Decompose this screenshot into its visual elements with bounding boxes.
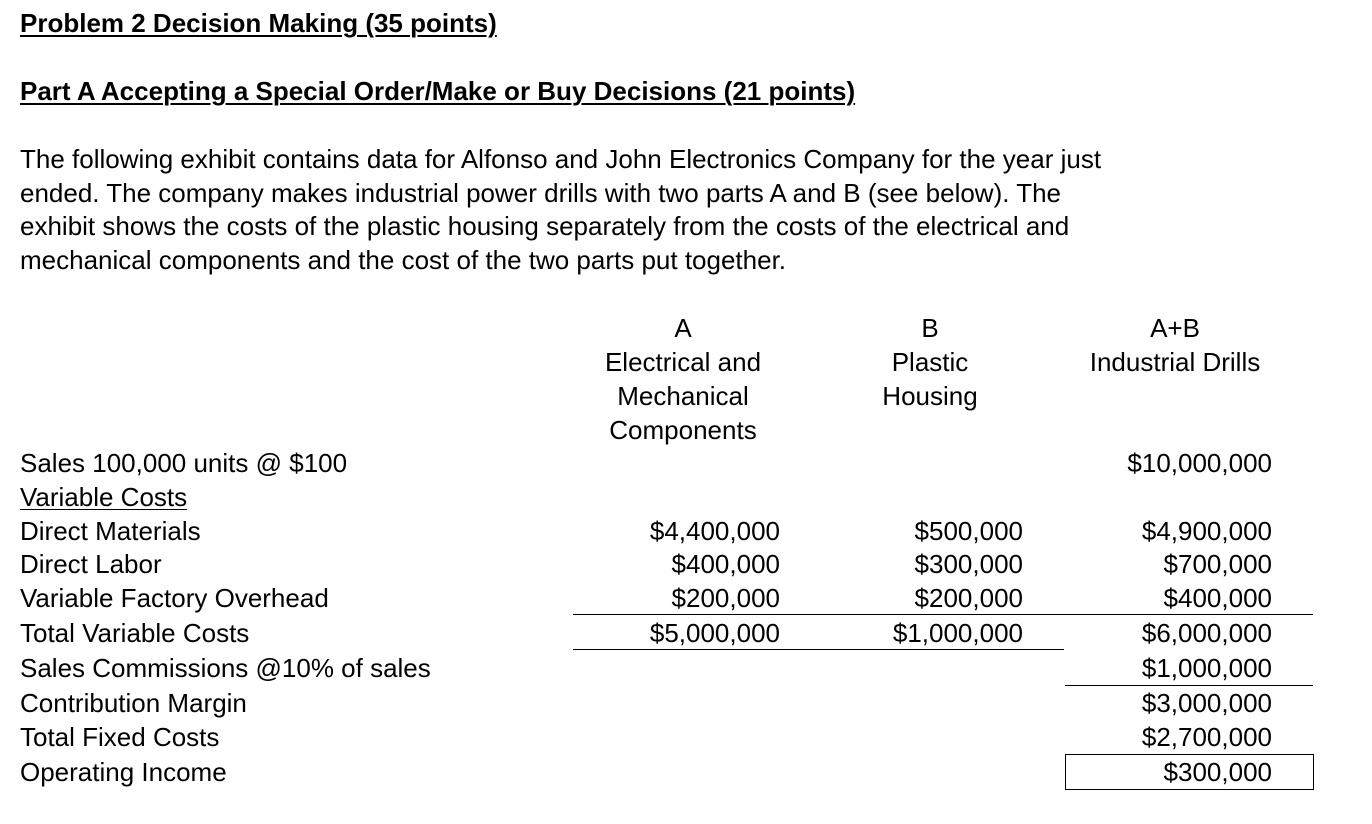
cell-ab-total-fixed-costs: $2,700,000 (1141, 722, 1272, 752)
total-rule-ab-columns (573, 649, 1064, 650)
cell-a-variable-overhead: $200,000 (671, 583, 780, 613)
cell-ab-sales: $10,000,000 (1127, 448, 1272, 478)
cell-ab-contribution-margin: $3,000,000 (1141, 688, 1272, 718)
intro-line: mechanical components and the cost of the two parts put together. (20, 244, 787, 275)
row-label-total-variable-costs: Total Variable Costs (20, 618, 250, 648)
commission-rule (1065, 685, 1313, 686)
column-header-b (820, 311, 1040, 413)
column-a-desc-line: Mechanical (617, 381, 749, 411)
subtotal-rule (573, 614, 1313, 615)
column-b-desc-line: Housing (882, 381, 978, 411)
column-a-desc-line: Components (609, 415, 757, 445)
row-label-direct-materials: Direct Materials (20, 516, 201, 546)
row-label-operating-income: Operating Income (20, 757, 227, 787)
column-header-ab (1060, 311, 1290, 379)
cell-b-direct-labor: $300,000 (914, 549, 1023, 579)
cell-b-variable-overhead: $200,000 (914, 583, 1023, 613)
row-label-direct-labor: Direct Labor (20, 549, 162, 579)
column-header-a (573, 311, 793, 447)
cell-ab-total-variable-costs: $6,000,000 (1141, 618, 1272, 648)
row-label-total-fixed-costs: Total Fixed Costs (20, 722, 220, 752)
operating-income-box (1065, 754, 1314, 790)
intro-paragraph (20, 143, 1101, 277)
part-a-heading: Part A Accepting a Special Order/Make or Buy Decisions (21 points) (20, 76, 856, 106)
problem-title: Problem 2 Decision Making (35 points) (20, 8, 497, 38)
column-a-desc-line: Electrical and (604, 347, 762, 377)
intro-line: ended. The company makes industrial power drills with two parts A and B (see below). The (20, 177, 1062, 208)
cell-b-direct-materials: $500,000 (914, 516, 1023, 546)
column-a-label: A (674, 313, 692, 343)
column-b-label: B (921, 313, 939, 343)
intro-line: exhibit shows the costs of the plastic housing separately from the costs of the electrical and (20, 211, 1070, 242)
cell-ab-sales-commissions: $1,000,000 (1141, 653, 1272, 683)
intro-line: The following exhibit contains data for Alfonso and John Electronics Company for the year just (20, 144, 1102, 174)
cell-ab-direct-labor: $700,000 (1163, 549, 1272, 579)
cell-ab-direct-materials: $4,900,000 (1141, 516, 1272, 546)
row-label-sales-commissions: Sales Commissions @10% of sales (20, 653, 431, 683)
column-ab-label: A+B (1150, 313, 1200, 343)
cell-ab-operating-income: $300,000 (1163, 757, 1272, 787)
cell-a-total-variable-costs: $5,000,000 (649, 618, 780, 648)
row-label-sales: Sales 100,000 units @ $100 (20, 448, 348, 478)
row-label-variable-overhead: Variable Factory Overhead (20, 583, 329, 613)
row-label-contribution-margin: Contribution Margin (20, 688, 247, 718)
column-ab-desc-line: Industrial Drills (1089, 347, 1261, 377)
cell-ab-variable-overhead: $400,000 (1163, 583, 1272, 613)
cell-a-direct-labor: $400,000 (671, 549, 780, 579)
row-label-variable-costs: Variable Costs (20, 482, 188, 512)
cell-a-direct-materials: $4,400,000 (649, 516, 780, 546)
cell-b-total-variable-costs: $1,000,000 (892, 618, 1023, 648)
column-b-desc-line: Plastic (891, 347, 969, 377)
